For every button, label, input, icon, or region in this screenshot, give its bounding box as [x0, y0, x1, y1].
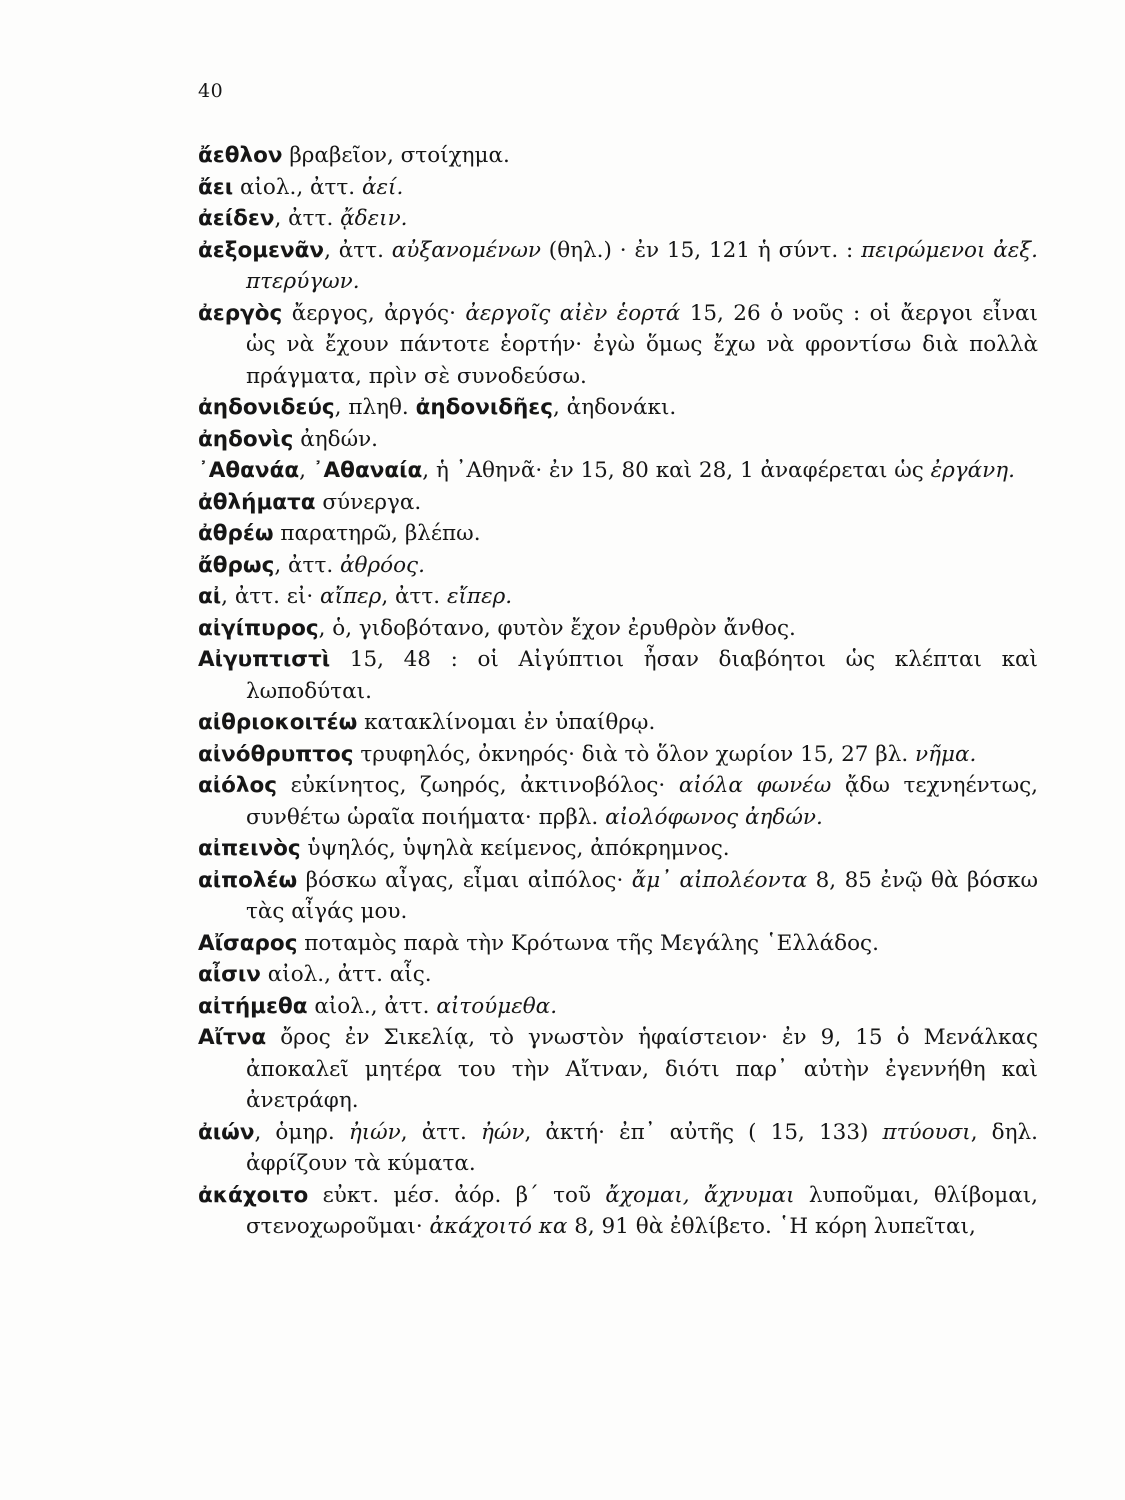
dictionary-entry	[198, 865, 1038, 928]
entry-italic-text: νῆμα.	[915, 741, 977, 767]
dictionary-entry	[198, 1180, 1038, 1243]
dictionary-entry	[198, 739, 1038, 771]
entry-text: ὑψηλός, ὑψηλὰ κείμενος, ἀπόκρημνος.	[300, 836, 730, 861]
entry-headword: ᾽Αθανάα	[198, 458, 300, 483]
entry-italic-text: ἀεργοῖς αἰὲν ἑορτά	[465, 300, 681, 326]
entry-text: , ἡ ᾽Αθηνᾶ· ἐν 15, 80 καὶ 28, 1 ἀναφέρεται ὡς	[422, 458, 931, 483]
entry-italic-text: πειρώμενοι ἀεξ. πτερύγων.	[246, 237, 1038, 294]
entry-text: , ἀττ.	[274, 206, 341, 231]
entry-text: , ὁμηρ.	[254, 1119, 349, 1145]
entry-italic-text: ἄμ᾽ αἰπολέοντα	[631, 867, 808, 893]
entry-text: 15, 26 ὁ νοῦς : οἱ ἄεργοι εἶναι ὡς νὰ ἔχουν πάντοτε ἑορτήν· ἐγὼ ὅμως ἔχω νὰ φροντίσω διὰ πολλὰ πράγματα, πρὶν σὲ συνοδεύσω.	[246, 300, 1038, 389]
entry-italic-text: αἰολόφωνος ἀηδών.	[605, 804, 823, 830]
entry-headword: αἰ	[198, 584, 222, 609]
entry-text: , ἀττ. εἰ·	[221, 584, 321, 609]
entry-text: , ἀττ.	[274, 552, 341, 578]
dictionary-entry	[198, 518, 1038, 550]
entry-headword: αἰόλος	[198, 773, 278, 798]
entry-text: , ἀττ.	[400, 1119, 481, 1145]
entry-headword: ἄει	[198, 174, 234, 200]
entry-italic-text: αἴπερ	[320, 584, 382, 609]
entry-italic-text: αὐξανομένων	[391, 237, 541, 263]
entry-headword: αἰνόθρυπτος	[198, 741, 354, 767]
entry-italic-text: ἄχομαι, ἄχνυμαι	[605, 1182, 795, 1208]
entry-text: λυποῦμαι, θλίβομαι, στενοχωροῦμαι·	[246, 1182, 1038, 1239]
dictionary-entry	[198, 991, 1038, 1023]
entry-text: αἰολ., ἀττ. αἷς.	[260, 962, 432, 987]
entry-text: ὄρος ἐν Σικελίᾳ, τὸ γνωστὸν ἡφαίστειον· ἐν 9, 15 ὁ Μενάλκας ἀποκαλεῖ μητέρα του τὴν Αἴτναν, διότι παρ᾽ αὐτὴν ἐγεννήθη καὶ ἀνετράφη.	[246, 1025, 1038, 1113]
entry-text: , ἀηδονάκι.	[553, 395, 677, 420]
entry-headword: αἶσιν	[198, 962, 261, 987]
dictionary-entry	[198, 235, 1038, 298]
page-number: 40	[198, 80, 224, 102]
entry-text: τρυφηλός, ὀκνηρός· διὰ τὸ ὅλον χωρίον 15, 27 βλ.	[353, 741, 916, 767]
entry-headword: ἀιών	[198, 1119, 255, 1145]
entry-italic-text: αἰόλα φωνέω	[678, 773, 832, 798]
entry-headword: αἰγίπυρος	[198, 615, 319, 641]
entry-headword: Αἰγυπτιστὶ	[198, 647, 331, 672]
entry-text: βόσκω αἶγας, εἶμαι αἰπόλος·	[297, 867, 632, 893]
dictionary-entry	[198, 487, 1038, 519]
dictionary-entry	[198, 959, 1038, 991]
entry-text: 8, 91 θὰ ἐθλίβετο. ῾Η κόρη λυπεῖται,	[567, 1214, 976, 1239]
entry-headword: ἀηδονιδῆες	[415, 395, 554, 420]
entry-italic-text: ᾄδειν.	[340, 206, 408, 231]
entry-text: 15, 48 : οἱ Αἰγύπτιοι ἦσαν διαβόητοι ὡς κλέπται καὶ λωποδύται.	[246, 647, 1038, 704]
entry-headword: αἰτήμεθα	[198, 993, 308, 1019]
entry-italic-text: ἀεί.	[361, 174, 404, 200]
entry-italic-text: ἠιών	[348, 1119, 401, 1145]
entry-headword: ἀκάχοιτο	[198, 1182, 309, 1208]
entry-headword: ἀεξομενᾶν	[198, 237, 325, 263]
dictionary-entry	[198, 613, 1038, 645]
entry-headword: Αἴτνα	[198, 1025, 267, 1050]
entry-text: παρατηρῶ, βλέπω.	[273, 521, 481, 546]
entry-text: , πληθ.	[334, 395, 416, 420]
entry-text: , ἀκτή· ἐπ᾽ αὐτῆς ( 15, 133)	[524, 1119, 883, 1145]
entry-text: , δηλ. ἀφρίζουν τὰ κύματα.	[246, 1119, 1038, 1176]
entry-headword: ᾽Αθαναία	[312, 458, 423, 483]
entry-text: , ἀττ.	[324, 237, 392, 263]
entry-text: κατακλίνομαι ἐν ὑπαίθρῳ.	[357, 710, 656, 735]
dictionary-entry	[198, 707, 1038, 739]
entry-headword: ἀεργὸς	[198, 300, 283, 326]
entry-text: εὐκίνητος, ζωηρός, ἀκτινοβόλος·	[277, 773, 679, 798]
dictionary-entry	[198, 1022, 1038, 1117]
entry-text: ἄεργος, ἀργός·	[282, 300, 466, 326]
entry-text: αἰολ., ἀττ.	[233, 174, 362, 200]
entry-text: σύνεργα.	[315, 489, 422, 515]
entry-text: αἰολ., ἀττ.	[307, 993, 437, 1019]
entry-headword: ἄθρως	[198, 552, 275, 578]
entry-text: ,	[299, 458, 313, 483]
dictionary-entry	[198, 424, 1038, 456]
entry-text: , ὁ, γιδοβότανο, φυτὸν ἔχον ἐρυθρὸν ἄνθος.	[318, 615, 796, 641]
entry-headword: αἰθριοκοιτέω	[198, 710, 358, 735]
entry-italic-text: ἀκάχοιτό κα	[429, 1214, 568, 1239]
entry-text: 8, 85 ἐνῷ θὰ βόσκω τὰς αἶγάς μου.	[246, 867, 1038, 924]
dictionary-entry	[198, 203, 1038, 235]
entry-italic-text: πτύουσι	[882, 1119, 971, 1145]
dictionary-entries	[198, 140, 1038, 1243]
entry-italic-text: εἴπερ.	[446, 584, 513, 609]
dictionary-entry	[198, 392, 1038, 424]
entry-text: ποταμὸς παρὰ τὴν Κρότωνα τῆς Μεγάλης ῾Ελλάδος.	[297, 930, 879, 956]
entry-italic-text: ἠών	[480, 1119, 525, 1145]
entry-headword: ἀείδεν	[198, 206, 275, 231]
entry-headword: αἰπολέω	[198, 867, 298, 893]
dictionary-entry	[198, 298, 1038, 393]
entry-italic-text: αἰτούμεθα.	[436, 993, 558, 1019]
dictionary-entry	[198, 770, 1038, 833]
entry-headword: ἀθρέω	[198, 521, 274, 546]
dictionary-entry	[198, 172, 1038, 204]
entry-italic-text: ἐργάνη.	[930, 458, 1015, 483]
entry-text: ᾄδω τεχνηέντως, συνθέτω ὡραῖα ποιήματα· πρβλ.	[246, 773, 1038, 830]
entry-text: (θηλ.) · ἐν 15, 121 ἡ σύντ. :	[540, 237, 862, 263]
dictionary-entry	[198, 581, 1038, 613]
entry-headword: ἀθλήματα	[198, 489, 316, 515]
dictionary-entry	[198, 455, 1038, 487]
entry-headword: ἀηδονὶς	[198, 426, 294, 452]
dictionary-entry	[198, 644, 1038, 707]
dictionary-entry	[198, 833, 1038, 865]
entry-text: ἀηδών.	[293, 426, 379, 452]
dictionary-entry	[198, 928, 1038, 960]
entry-text: εὐκτ. μέσ. ἀόρ. β΄ τοῦ	[308, 1182, 606, 1208]
dictionary-entry	[198, 140, 1038, 172]
dictionary-entry	[198, 550, 1038, 582]
entry-text: , ἀττ.	[381, 584, 447, 609]
entry-italic-text: ἀθρόος.	[340, 552, 425, 578]
dictionary-entry	[198, 1117, 1038, 1180]
entry-text: βραβεῖον, στοίχημα.	[282, 143, 510, 168]
entry-headword: Αἴσαρος	[198, 930, 298, 956]
entry-headword: ἀηδονιδεύς	[198, 395, 335, 420]
entry-headword: ἄεθλον	[198, 143, 283, 168]
entry-headword: αἰπεινὸς	[198, 836, 301, 861]
